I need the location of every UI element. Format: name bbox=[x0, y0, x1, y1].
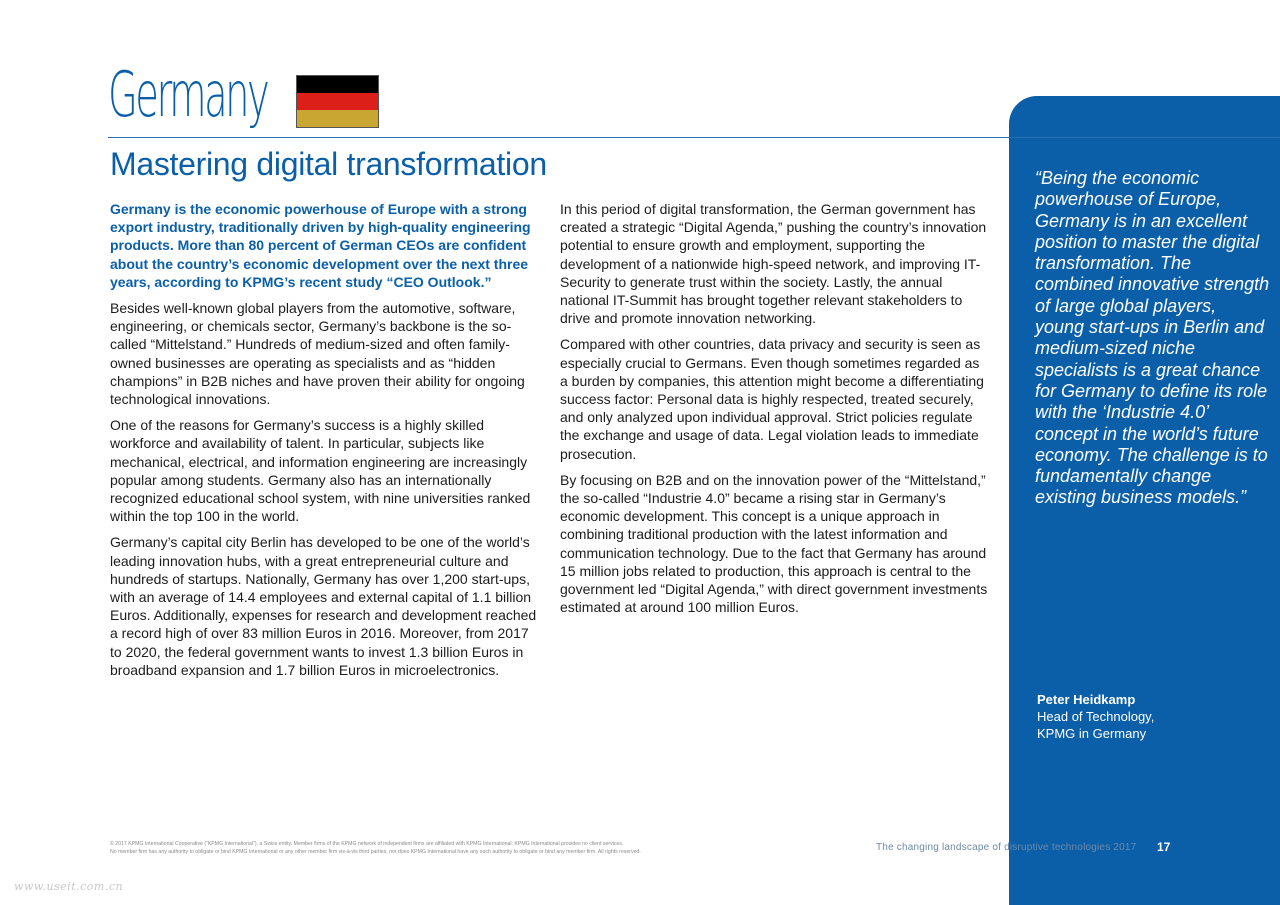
legal-notice bbox=[110, 840, 820, 856]
body-paragraph: Besides well-known global players from the automotive, software, engineering, or chemicals sector, Germany’s backbone is the so-called “Mittelstand.” Hundreds of medium-sized and often family-owned businesses are operating as specialists and as “hidden champions” in B2B niches and have proven their ability for ongoing technological innovations. bbox=[110, 300, 525, 408]
footer-publication-title: The changing landscape of disruptive technologies 2017 bbox=[876, 842, 1137, 853]
flag-stripe-black bbox=[297, 76, 378, 93]
body-paragraph: In this period of digital transformation, the German government has created a strategic “Digital Agenda,” pushing the country’s innovation potential to ensure growth and employment, supporting the development of a nationwide high-speed network, and improving IT-Security to generate trust within the society. Lastly, the annual national IT-Summit has brought together relevant stakeholders to drive and promote innovation networking. bbox=[560, 201, 987, 327]
german-flag-image bbox=[296, 75, 379, 128]
flag-stripe-red bbox=[297, 93, 378, 110]
page-number: 17 bbox=[1157, 840, 1171, 854]
body-paragraph: By focusing on B2B and on the innovation power of the “Mittelstand,” the so-called “Industrie 4.0” became a rising star in Germany’s economic development. This concept is a unique approach in combining traditional production with the latest information and communication technology. Due to the fact that Germany has around 15 million jobs related to production, this approach is central to the government led “Digital Agenda,” with direct government investments estimated at around 100 million Euros. bbox=[560, 471, 988, 616]
body-paragraph: Germany’s capital city Berlin has developed to be one of the world’s leading innovation hubs, with a great entrepreneurial culture and hundreds of startups. Nationally, Germany has over 1,200 start-ups, with an average of 14.4 employees and external capital of 1.1 billion Euros. Additionally, expenses for research and development reached a record high of over 83 million Euros in 2016. Moreover, from 2017 to 2020, the federal government wants to invest 1.3 billion Euros in broadband expansion and 1.7 billion Euros in microelectronics. bbox=[110, 534, 537, 678]
quote-attribution bbox=[1037, 692, 1272, 742]
country-title: Germany bbox=[108, 58, 268, 131]
lead-paragraph: Germany is the economic powerhouse of Europe with a strong export industry, traditionally driven by high-quality engineering products. More than 80 percent of German CEOs are confident about the country’s economic development over the next three years, according to KPMG’s recent study “CEO Outlook.” bbox=[110, 201, 531, 290]
pull-quote: “Being the economic powerhouse of Europe, Germany is in an excellent position to master the digital transformation. The combined innovative strength of large global players, young start-ups in Berlin and medium-sized niche specialists is a great chance for Germany to define its role with the ‘Industrie 4.0’ concept in the world’s future economy. The challenge is to fundamentally change existing business models.” bbox=[1035, 168, 1270, 508]
body-paragraph: Compared with other countries, data privacy and security is seen as especially crucial to Germans. Even though sometimes regarded as a burden by companies, this attention might become a differentiating success factor: Personal data is highly respected, treated securely, and only analyzed upon individual approval. Strict policies regulate the exchange and usage of data. Legal violation leads to immediate prosecution. bbox=[560, 336, 984, 462]
attribution-org: KPMG in Germany bbox=[1037, 725, 1147, 741]
legal-line: No member firm has any authority to obligate or bind KPMG International or any other member firm vis-à-vis third parties, nor does KPMG International have any such authority to obligate or bind any member firm. All rights reserved. bbox=[110, 849, 641, 855]
attribution-name: Peter Heidkamp bbox=[1037, 692, 1136, 707]
body-paragraph: One of the reasons for Germany’s success is a highly skilled workforce and availability of talent. In particular, subjects like mechanical, electrical, and information engineering are increasingly popular among students. Germany also has an internationally recognized educational school system, with nine universities ranked within the top 100 in the world. bbox=[110, 417, 531, 525]
legal-line: © 2017 KPMG International Cooperative (“KPMG International”), a Swiss entity. Member firms of the KPMG network of independent firms are affiliated with KPMG International. KPMG International provides no client services. bbox=[110, 841, 624, 847]
header-divider bbox=[108, 137, 1280, 138]
text-column-right bbox=[560, 200, 990, 624]
attribution-role: Head of Technology, bbox=[1037, 708, 1155, 724]
text-column-left bbox=[110, 200, 542, 687]
section-subtitle: Mastering digital transformation bbox=[110, 146, 547, 182]
flag-stripe-gold bbox=[297, 110, 378, 127]
watermark: www.useit.com.cn bbox=[14, 880, 124, 893]
